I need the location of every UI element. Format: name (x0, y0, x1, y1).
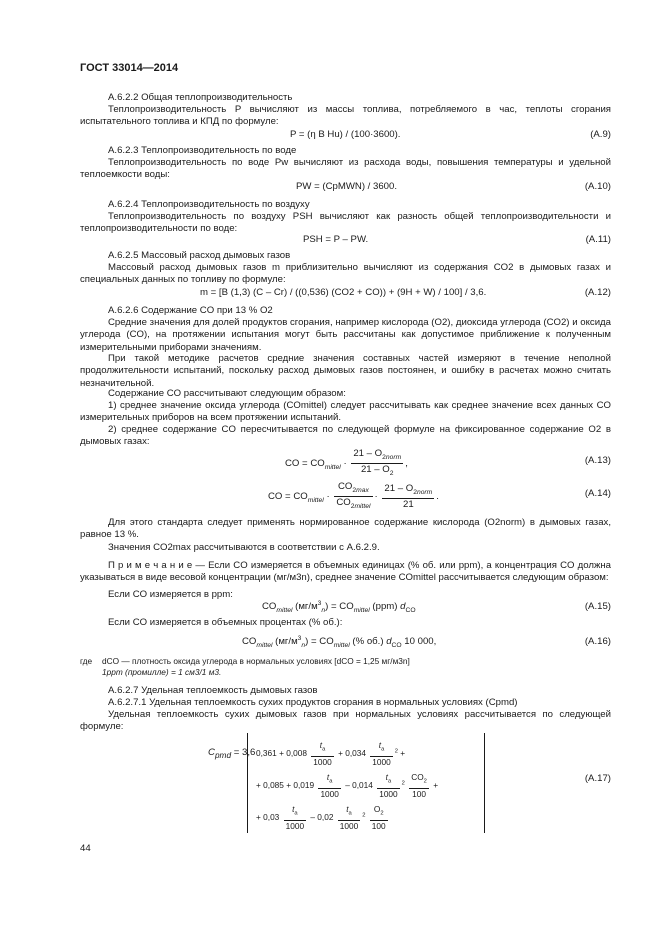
equation-a16: $CO_{mittel}$ $(мг/м^3_n) = CO_{mittel}$ (% об.) $d_{CO}$ 10 000, (242, 635, 437, 650)
paragraph-a625: Массовый расход дымовых газов m приблизительно вычисляют из содержания CO2 в дымовых газах и специальных данных по топливу по формуле: (80, 262, 611, 286)
paragraph-a626-7: Значения CO2max рассчитываются в соответствии с А.6.2.9. (108, 542, 380, 553)
where-label: где (80, 656, 93, 666)
equation-number-a17: (А.17) (584, 773, 611, 784)
equation-number-a13: (А.13) (584, 455, 611, 466)
paragraph-a624: Теплопроизводительность по воздуху PSH вычисляют как разность общей теплопроизводительности и теплопроизводительности по воде: (80, 211, 611, 235)
section-title-a623: А.6.2.3 Теплопроизводительность по воде (108, 145, 297, 156)
equation-number-a16: (А.16) (584, 636, 611, 647)
equation-number-a10: (А.10) (584, 181, 611, 192)
section-title-a626: А.6.2.6 Содержание CO при 13 % O2 (108, 305, 273, 316)
paragraph-a622: Теплопроизводительность P вычисляют из массы топлива, потребляемого в час, теплоты сгорания испытательного топлива и КПД по формуле: (80, 104, 611, 128)
section-title-a6271: А.6.2.7.1 Удельная теплоемкость сухих продуктов сгорания в нормальных условиях (Cpmd) (108, 697, 518, 708)
paragraph-a6271: Удельная теплоемкость сухих дымовых газов при нормальных условиях рассчитывается по следующей формуле: (80, 709, 611, 733)
paragraph-a626-5: 2) среднее содержание CO пересчитывается по следующей формуле на фиксированное содержание O2 в дымовых газах: (80, 424, 611, 448)
section-title-a625: А.6.2.5 Массовый расход дымовых газов (108, 250, 291, 261)
equation-a17-bracket-right (484, 733, 485, 833)
paragraph-a626-2: При такой методике расчетов средние значения составных частей измеряют в течение неполной продолжительности испытаний, поскольку расход дымовых газов постоянен, и ошибку в расчетах можно считать незначительной. (80, 353, 611, 389)
equation-a9: P = (η B Hu) / (100·3600). (290, 129, 401, 140)
equation-number-a9: (А.9) (590, 129, 611, 140)
equation-number-a11: (А.11) (585, 234, 611, 245)
where-text-1: dCO — плотность оксида углерода в нормальных условиях [dCO = 1,25 мг/м3n] (102, 656, 410, 666)
equation-number-a14: (А.14) (584, 488, 611, 499)
equation-a17-row-2: + 0,085 + 0,019 $\frac{t_a}{1000}$ – 0,014 $\frac{t_a}{1000}$ $^2$ $\frac{CO_2}{100}$ + (256, 772, 439, 799)
note-text: — Если CO измеряется в объемных единицах (% об. или ppm), а концентрация CO должна указываться в виде весовой концентрации (мг/м3n), среднее значение COmittel рассчитывается следующим образом: (80, 560, 612, 584)
paragraph-a626-4: 1) среднее значение оксида углерода (COmittel) следует рассчитывать как среднее значение всех данных CO измерительных приборов на всем протяжении испытаний. (80, 400, 611, 424)
equation-a17-lhs: $C_{pmd} = 3,6$ (208, 747, 256, 760)
equation-a15: $CO_{mittel}$ $(мг/м^3_n) = CO_{mittel}$ (ppm) $d_{CO}$ (262, 600, 416, 615)
equation-a11: PSH = P – PW. (303, 234, 369, 245)
paragraph-a626-3: Содержание CO рассчитывают следующим образом: (108, 388, 346, 399)
paragraph-a626-1: Средние значения для долей продуктов сгорания, например кислорода (O2), диоксида углерода (CO2) и оксида углерода (CO), на протяжении испытания могут быть рассчитаны как допустимое приближение к полученным измерительными приборами значениям. (80, 317, 611, 353)
paragraph-a626-6: Для этого стандарта следует применять нормированное содержание кислорода (O2norm) в дымовых газах, равное 13 %. (80, 517, 611, 541)
equation-a17-row-3: + 0,03 $\frac{t_a}{1000}$ – 0,02 $\frac{t_a}{1000}$ $^2$ $\frac{O_2}{100}$ (256, 804, 386, 831)
vol-intro: Если CO измеряется в объемных процентах (% об.): (108, 617, 343, 628)
note-paragraph (80, 560, 611, 585)
ppm-intro: Если CO измеряется в ppm: (108, 589, 233, 600)
section-title-a624: А.6.2.4 Теплопроизводительность по воздуху (108, 199, 310, 210)
equation-a14: CO = $CO_{mittel}$ · $\frac{CO_{2max}}{CO_{2mittel}}$ · $\frac{21 - O_{2norm}}{21}$ . (268, 481, 439, 510)
section-title-a622: А.6.2.2 Общая теплопроизводительность (108, 92, 293, 103)
equation-number-a12: (А.12) (584, 287, 611, 298)
equation-number-a15: (А.15) (584, 601, 611, 612)
equation-a12: m = [B (1,3) (C – Cr) / ((0,536) (CO2 + CO)) + (9H + W) / 100] / 3,6. (200, 287, 487, 298)
equation-a17-bracket-left (247, 733, 248, 833)
page-header: ГОСТ 33014—2014 (80, 62, 179, 74)
section-title-a627: А.6.2.7 Удельная теплоемкость дымовых газов (108, 685, 318, 696)
equation-a10: PW = (CpMWN) / 3600. (296, 181, 398, 192)
paragraph-a623: Теплопроизводительность по воде Pw вычисляют из расхода воды, повышения температуры и удельной теплоемкости воды: (80, 157, 611, 181)
equation-a17-row-1: 0,361 + 0,008 $\frac{t_a}{1000}$ + 0,034 $\frac{t_a}{1000}$ $^2$ + (256, 740, 406, 767)
equation-a13: CO = $CO_{mittel}$ · $\frac{21 - O_{2norm}}{21 - O_2}$ , (285, 448, 408, 477)
note-label: П р и м е ч а н и е (108, 560, 193, 571)
where-text-2: 1ppm (промилле) = 1 см3/1 м3. (102, 667, 222, 677)
page-number: 44 (80, 843, 91, 854)
